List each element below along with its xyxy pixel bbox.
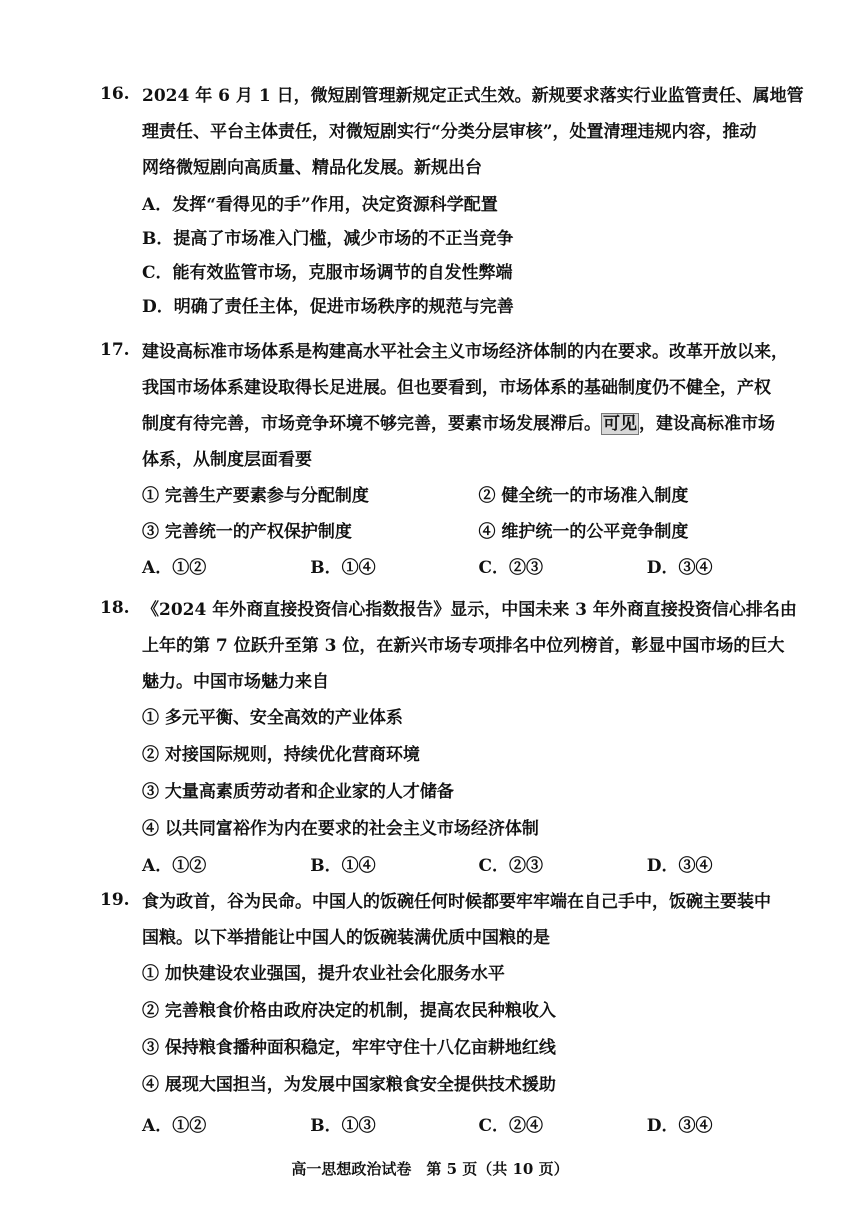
choice-c: C．②③ [478, 558, 544, 578]
statement-4: ④ 展现大国担当，为发展中国家粮食安全提供技术援助 [142, 1075, 556, 1095]
choice-row [142, 550, 815, 586]
question-stem [142, 884, 815, 956]
question-16 [100, 78, 815, 324]
stem-line: 食为政首，谷为民命。中国人的饭碗任何时候都要牢牢端在自己手中，饭碗主要装中 [142, 892, 771, 912]
stem-line: 上年的第 7 位跃升至第 3 位，在新兴市场专项排名中位列榜首，彰显中国市场的巨大 [142, 636, 785, 656]
stem-line: 魅力。中国市场魅力来自 [142, 672, 329, 692]
option-c: C．能有效监管市场，克服市场调节的自发性弊端 [142, 263, 513, 283]
choice-c: C．②③ [478, 856, 544, 876]
statement-2: ② 健全统一的市场准入制度 [478, 486, 689, 506]
choice-d: D．③④ [646, 856, 713, 876]
question-18 [100, 592, 815, 884]
choice-row [142, 1108, 815, 1144]
statement-row [142, 514, 815, 550]
statement-1: ① 完善生产要素参与分配制度 [142, 486, 369, 506]
stem-line: 2024 年 6 月 1 日，微短剧管理新规定正式生效。新规要求落实行业监管责任、属地管 [142, 86, 804, 106]
choice-b: B．①④ [310, 856, 376, 876]
option-a: A．发挥“看得见的手”作用，决定资源科学配置 [142, 195, 498, 215]
option-b: B．提高了市场准入门槛，减少市场的不正当竞争 [142, 229, 514, 249]
statement-row [142, 478, 815, 514]
question-number: 16. [100, 84, 130, 104]
statement-4: ④ 维护统一的公平竞争制度 [478, 522, 689, 542]
stem-text: 制度有待完善，市场竞争环境不够完善，要素市场发展滞后。 [142, 414, 601, 434]
statement-1: ① 加快建设农业强国，提升农业社会化服务水平 [142, 964, 505, 984]
statement-3: ③ 大量高素质劳动者和企业家的人才储备 [142, 782, 454, 802]
stem-line: 我国市场体系建设取得长足进展。但也要看到，市场体系的基础制度仍不健全，产权 [142, 378, 771, 398]
statement-2: ② 完善粮食价格由政府决定的机制，提高农民种粮收入 [142, 1001, 556, 1021]
choice-a: A．①② [142, 1116, 207, 1136]
question-stem [142, 78, 815, 186]
question-stem [142, 334, 815, 478]
question-stem [142, 592, 815, 700]
question-number: 17. [100, 340, 130, 360]
choice-a: A．①② [142, 856, 207, 876]
question-number: 19. [100, 890, 130, 910]
choice-d: D．③④ [646, 1116, 713, 1136]
question-number: 18. [100, 598, 130, 618]
choice-d: D．③④ [646, 558, 713, 578]
stem-text: ，建设高标准市场 [639, 414, 775, 434]
choice-a: A．①② [142, 558, 207, 578]
stem-line: 建设高标准市场体系是构建高水平社会主义市场经济体制的内在要求。改革开放以来， [142, 342, 788, 362]
stem-line: 《2024 年外商直接投资信心指数报告》显示，中国未来 3 年外商直接投资信心排名由 [142, 600, 797, 620]
stem-line: 网络微短剧向高质量、精品化发展。新规出台 [142, 158, 482, 178]
question-17 [100, 334, 815, 586]
choice-row [142, 848, 815, 884]
statement-4: ④ 以共同富裕作为内在要求的社会主义市场经济体制 [142, 819, 539, 839]
statement-2: ② 对接国际规则，持续优化营商环境 [142, 745, 420, 765]
stem-line [142, 406, 815, 442]
statement-3: ③ 完善统一的产权保护制度 [142, 522, 352, 542]
stem-line: 国粮。以下举措能让中国人的饭碗装满优质中国粮的是 [142, 928, 550, 948]
stem-line: 体系，从制度层面看要 [142, 450, 312, 470]
stem-line: 理责任、平台主体责任，对微短剧实行“分类分层审核”，处置清理违规内容，推动 [142, 122, 757, 142]
choice-b: B．①③ [310, 1116, 376, 1136]
question-19 [100, 884, 815, 1144]
highlighted-text: 可见 [603, 414, 637, 434]
page-footer: 高一思想政治试卷 第 5 页（共 10 页） [291, 1160, 569, 1178]
option-d: D．明确了责任主体，促进市场秩序的规范与完善 [142, 297, 514, 317]
statement-3: ③ 保持粮食播种面积稳定，牢牢守住十八亿亩耕地红线 [142, 1038, 556, 1058]
choice-b: B．①④ [310, 558, 376, 578]
statement-1: ① 多元平衡、安全高效的产业体系 [142, 708, 403, 728]
choice-c: C．②④ [478, 1116, 544, 1136]
